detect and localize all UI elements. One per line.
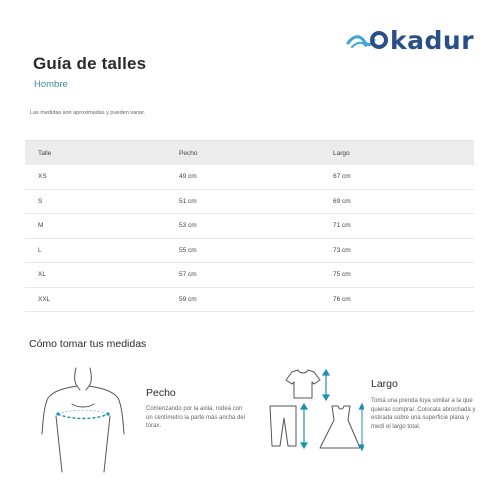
table-header-row [25, 140, 474, 165]
chest-instructions: Comenzando por la axila, rodeá con un centímetro la parte más ancha del tórax. [146, 406, 246, 429]
cell-length: 69 cm [333, 197, 351, 205]
guide-title: Cómo tomar tus medidas [29, 338, 147, 350]
cell-size: S [38, 197, 43, 205]
cell-length: 67 cm [333, 173, 351, 181]
disclaimer-note: Las medidas son aproximadas y pueden variar. [30, 110, 146, 116]
cell-length: 71 cm [333, 222, 351, 230]
cell-chest: 51 cm [179, 197, 197, 205]
brand-name: kadur [390, 25, 475, 55]
cell-chest: 53 cm [179, 222, 197, 230]
cell-chest: 59 cm [179, 295, 197, 303]
brand-logo [346, 24, 476, 56]
table-row [25, 263, 474, 288]
cell-chest: 55 cm [179, 246, 197, 254]
header-largo: Largo [333, 149, 350, 157]
garments-measure-icon [262, 366, 364, 454]
cell-chest: 49 cm [179, 173, 197, 181]
torso-measure-icon [40, 364, 125, 474]
table-row [25, 165, 474, 190]
cell-size: L [38, 246, 42, 254]
table-row [25, 288, 474, 313]
chest-title: Pecho [146, 387, 176, 399]
header-pecho: Pecho [179, 149, 198, 157]
page-title: Guía de talles [33, 54, 147, 73]
table-row [25, 214, 474, 239]
length-instructions: Tomá una prenda tuya similar a la que quieras comprar. Colocala abrochada y estirada sobre una superficie plana y medí el largo total. [371, 398, 476, 430]
cell-size: XXL [38, 295, 51, 303]
cell-length: 75 cm [333, 271, 351, 279]
cell-length: 73 cm [333, 246, 351, 254]
page-subtitle: Hombre [34, 79, 68, 90]
cell-size: XL [38, 271, 46, 279]
table-row [25, 190, 474, 215]
cell-size: M [38, 222, 44, 230]
size-table [25, 140, 474, 312]
length-title: Largo [371, 378, 398, 390]
table-row [25, 239, 474, 264]
cell-size: XS [38, 173, 47, 181]
wave-logo-icon [346, 27, 388, 53]
cell-chest: 57 cm [179, 271, 197, 279]
header-talle: Talle [38, 149, 52, 157]
cell-length: 76 cm [333, 295, 351, 303]
